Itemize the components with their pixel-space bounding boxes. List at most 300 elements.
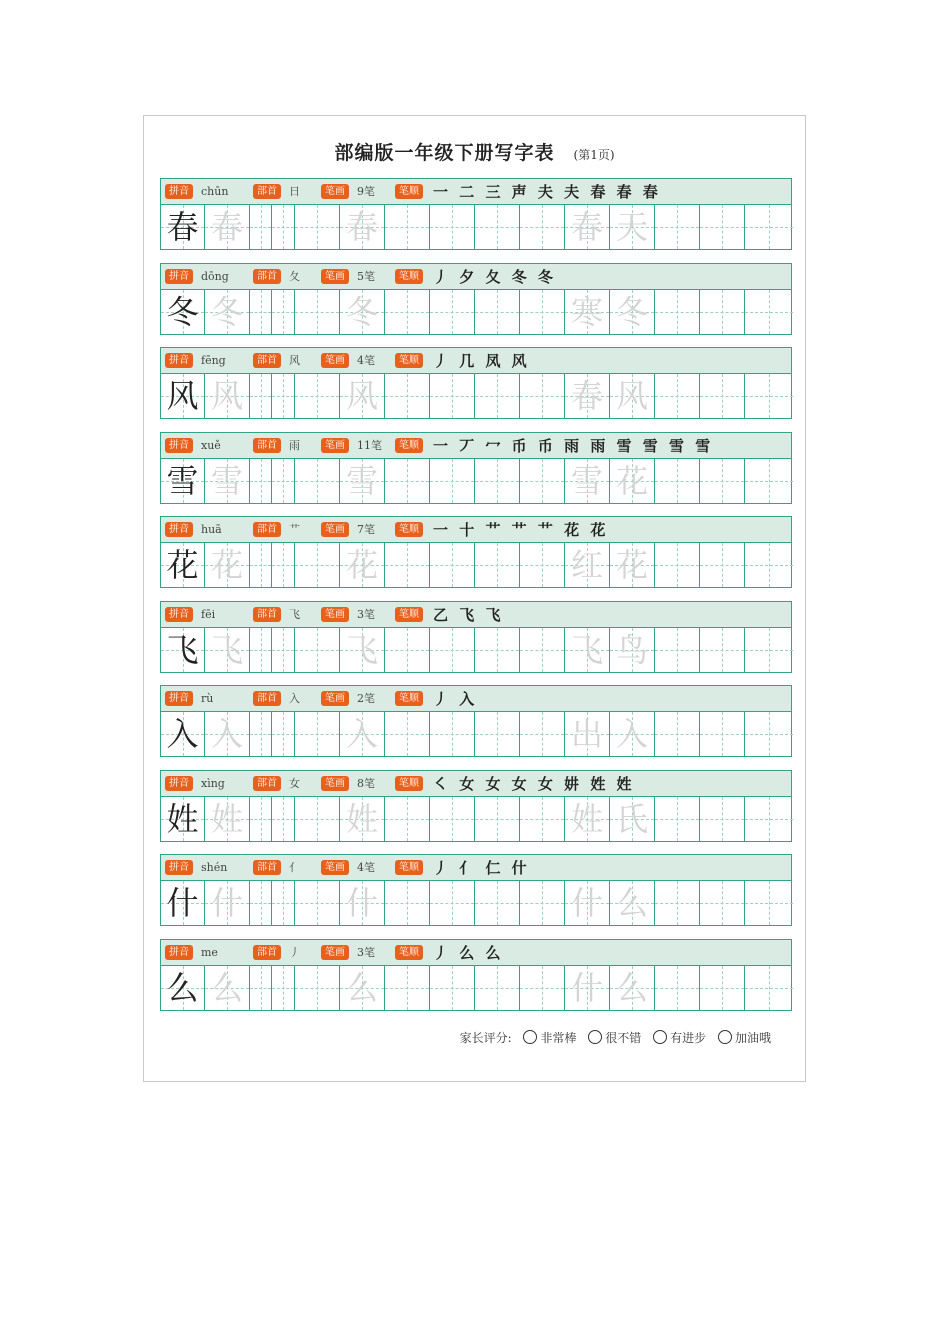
- info-bar: [160, 432, 792, 459]
- practice-cell[interactable]: [745, 797, 793, 841]
- pinyin-value: xìng: [201, 776, 225, 790]
- cell-glyph: 姓: [570, 799, 603, 838]
- trace-character[interactable]: [340, 712, 385, 756]
- trace-character[interactable]: [340, 797, 385, 841]
- practice-cell[interactable]: [655, 205, 700, 249]
- cell-glyph: 冬: [210, 292, 243, 331]
- stroke-count-value: 2笔: [357, 692, 375, 705]
- practice-cell[interactable]: [700, 374, 745, 418]
- model-character: [161, 628, 205, 672]
- radical-value: 雨: [289, 438, 300, 452]
- cell-glyph: 花: [210, 546, 243, 584]
- trace-word-1[interactable]: [565, 966, 610, 1010]
- practice-cell[interactable]: [272, 543, 295, 587]
- cell-glyph: 冬: [345, 292, 378, 331]
- radical-value: 丿: [289, 945, 300, 959]
- radical-value: 日: [289, 185, 300, 198]
- model-character: [161, 290, 205, 334]
- writing-grid: [160, 797, 792, 842]
- practice-cell[interactable]: [475, 290, 520, 334]
- character-entry: [160, 432, 792, 504]
- practice-cell[interactable]: [700, 543, 745, 587]
- practice-cell[interactable]: [745, 543, 793, 587]
- writing-grid: [160, 459, 792, 504]
- practice-cell[interactable]: [700, 628, 745, 672]
- practice-cell[interactable]: [700, 966, 745, 1010]
- practice-cell[interactable]: [385, 543, 430, 587]
- cell-glyph: 春: [570, 377, 603, 415]
- cell-glyph: 鸟: [615, 630, 648, 669]
- writing-grid: [160, 628, 792, 673]
- practice-cell[interactable]: [272, 712, 295, 756]
- cell-glyph: 风: [210, 377, 243, 415]
- cell-glyph: 入: [166, 715, 199, 753]
- practice-cell[interactable]: [295, 881, 340, 925]
- practice-cell[interactable]: [385, 797, 430, 841]
- trace-word-1[interactable]: [565, 374, 610, 418]
- stroke-count-value: 7笔: [357, 523, 375, 536]
- trace-word-2[interactable]: [610, 628, 655, 672]
- practice-cell[interactable]: [475, 205, 520, 249]
- stroke-order-badge: 笔顺: [395, 691, 423, 706]
- stroke-order: 一 二 三 声 夫 夫 春 春 春: [433, 183, 661, 201]
- character-entry: [160, 601, 792, 673]
- writing-grid: [160, 966, 792, 1011]
- rating-option: 有进步: [670, 1031, 707, 1045]
- practice-cell[interactable]: [295, 374, 340, 418]
- cell-glyph: 雪: [166, 461, 199, 500]
- stroke-order: 丿 几 凤 风: [433, 352, 530, 370]
- character-entry: [160, 685, 792, 757]
- cell-glyph: 么: [345, 968, 378, 1007]
- practice-cell[interactable]: [430, 290, 475, 334]
- trace-character[interactable]: [205, 628, 250, 672]
- practice-cell[interactable]: [745, 205, 793, 249]
- cell-glyph: 出: [570, 715, 603, 753]
- practice-cell[interactable]: [655, 290, 700, 334]
- stroke-count-badge: 笔画: [321, 860, 349, 875]
- info-bar: [160, 178, 792, 205]
- practice-cell[interactable]: [430, 628, 475, 672]
- trace-word-2[interactable]: [610, 712, 655, 756]
- practice-cell[interactable]: [295, 797, 340, 841]
- practice-cell[interactable]: [250, 966, 272, 1010]
- practice-cell[interactable]: [250, 459, 272, 503]
- practice-cell[interactable]: [385, 881, 430, 925]
- radical-badge: 部首: [253, 184, 281, 199]
- practice-cell[interactable]: [272, 459, 295, 503]
- practice-cell[interactable]: [295, 290, 340, 334]
- trace-character[interactable]: [205, 459, 250, 503]
- model-character: [161, 712, 205, 756]
- practice-cell[interactable]: [520, 712, 565, 756]
- practice-cell[interactable]: [520, 459, 565, 503]
- practice-cell[interactable]: [520, 966, 565, 1010]
- model-character: [161, 543, 205, 587]
- cell-glyph: 春: [345, 208, 378, 246]
- practice-cell[interactable]: [745, 374, 793, 418]
- trace-word-2[interactable]: [610, 290, 655, 334]
- practice-cell[interactable]: [475, 966, 520, 1010]
- practice-cell[interactable]: [385, 712, 430, 756]
- practice-cell[interactable]: [700, 712, 745, 756]
- practice-cell[interactable]: [385, 628, 430, 672]
- cell-glyph: 春: [210, 208, 243, 246]
- pinyin-badge: 拼音: [165, 860, 193, 875]
- practice-cell[interactable]: [520, 205, 565, 249]
- cell-glyph: 雪: [570, 461, 603, 500]
- practice-cell[interactable]: [385, 374, 430, 418]
- practice-cell[interactable]: [272, 966, 295, 1010]
- cell-glyph: 冬: [615, 292, 648, 331]
- cell-glyph: 冬: [166, 292, 199, 331]
- cell-glyph: 入: [210, 715, 243, 753]
- trace-character[interactable]: [205, 543, 250, 587]
- trace-character[interactable]: [205, 797, 250, 841]
- trace-word-2[interactable]: [610, 797, 655, 841]
- practice-cell[interactable]: [655, 374, 700, 418]
- cell-glyph: 入: [345, 715, 378, 753]
- practice-cell[interactable]: [295, 205, 340, 249]
- model-character: [161, 966, 205, 1010]
- practice-cell[interactable]: [385, 290, 430, 334]
- radical-value: 风: [289, 354, 300, 367]
- stroke-count-value: 11笔: [357, 438, 382, 452]
- character-entry: [160, 178, 792, 250]
- pinyin-badge: 拼音: [165, 522, 193, 537]
- practice-cell[interactable]: [745, 712, 793, 756]
- writing-grid: [160, 205, 792, 250]
- writing-grid: [160, 712, 792, 757]
- stroke-count-value: 3笔: [357, 607, 375, 621]
- cell-glyph: 花: [345, 546, 378, 584]
- cell-glyph: 花: [615, 546, 648, 584]
- pinyin-badge: 拼音: [165, 269, 193, 284]
- practice-cell[interactable]: [520, 628, 565, 672]
- parent-rating: [460, 1029, 771, 1046]
- practice-cell[interactable]: [250, 712, 272, 756]
- stroke-count-badge: 笔画: [321, 353, 349, 368]
- pinyin-badge: 拼音: [165, 945, 193, 960]
- stroke-order: 丿 入: [433, 690, 478, 708]
- trace-character[interactable]: [205, 712, 250, 756]
- pinyin-badge: 拼音: [165, 184, 193, 199]
- cell-glyph: 什: [345, 884, 378, 922]
- stroke-count-value: 4笔: [357, 861, 375, 874]
- stroke-count-value: 4笔: [357, 354, 375, 367]
- practice-cell[interactable]: [295, 459, 340, 503]
- practice-cell[interactable]: [745, 459, 793, 503]
- trace-word-2[interactable]: [610, 543, 655, 587]
- character-entry: [160, 854, 792, 926]
- practice-cell[interactable]: [475, 543, 520, 587]
- practice-cell[interactable]: [430, 543, 475, 587]
- cell-glyph: 飞: [210, 630, 243, 669]
- stroke-order-badge: 笔顺: [395, 860, 423, 875]
- practice-cell[interactable]: [430, 374, 475, 418]
- practice-cell[interactable]: [272, 205, 295, 249]
- practice-cell[interactable]: [250, 205, 272, 249]
- practice-cell[interactable]: [475, 628, 520, 672]
- trace-character[interactable]: [340, 374, 385, 418]
- practice-cell[interactable]: [250, 628, 272, 672]
- pinyin-badge: 拼音: [165, 691, 193, 706]
- practice-cell[interactable]: [520, 543, 565, 587]
- rating-radio-1[interactable]: [523, 1030, 537, 1044]
- practice-cell[interactable]: [430, 712, 475, 756]
- info-bar: [160, 516, 792, 543]
- trace-word-1[interactable]: [565, 628, 610, 672]
- cell-glyph: 么: [615, 968, 648, 1007]
- stroke-order-badge: 笔顺: [395, 776, 423, 791]
- practice-cell[interactable]: [295, 543, 340, 587]
- trace-character[interactable]: [340, 290, 385, 334]
- cell-glyph: 姓: [345, 799, 378, 838]
- trace-word-2[interactable]: [610, 881, 655, 925]
- practice-cell[interactable]: [520, 881, 565, 925]
- character-entry: [160, 770, 792, 842]
- trace-word-2[interactable]: [610, 374, 655, 418]
- practice-cell[interactable]: [295, 966, 340, 1010]
- practice-cell[interactable]: [295, 628, 340, 672]
- practice-cell[interactable]: [745, 290, 793, 334]
- practice-cell[interactable]: [655, 881, 700, 925]
- character-entry: [160, 263, 792, 335]
- rating-radio-2[interactable]: [588, 1030, 602, 1044]
- practice-cell[interactable]: [385, 205, 430, 249]
- practice-cell[interactable]: [475, 459, 520, 503]
- radical-badge: 部首: [253, 860, 281, 875]
- practice-cell[interactable]: [385, 966, 430, 1010]
- stroke-order-badge: 笔顺: [395, 607, 423, 622]
- cell-glyph: 飞: [345, 630, 378, 669]
- radical-value: 女: [289, 776, 300, 790]
- practice-cell[interactable]: [272, 628, 295, 672]
- trace-word-1[interactable]: [565, 205, 610, 249]
- practice-cell[interactable]: [475, 797, 520, 841]
- writing-grid: [160, 290, 792, 335]
- cell-glyph: 风: [615, 377, 648, 415]
- trace-character[interactable]: [205, 374, 250, 418]
- practice-cell[interactable]: [272, 374, 295, 418]
- stroke-count-badge: 笔画: [321, 269, 349, 284]
- cell-glyph: 风: [345, 377, 378, 415]
- practice-cell[interactable]: [700, 205, 745, 249]
- stroke-count-badge: 笔画: [321, 607, 349, 622]
- rating-radio-3[interactable]: [653, 1030, 667, 1044]
- trace-word-2[interactable]: [610, 966, 655, 1010]
- practice-cell[interactable]: [430, 881, 475, 925]
- info-bar: [160, 347, 792, 374]
- practice-cell[interactable]: [475, 881, 520, 925]
- practice-cell[interactable]: [250, 543, 272, 587]
- practice-cell[interactable]: [655, 459, 700, 503]
- trace-word-2[interactable]: [610, 459, 655, 503]
- radical-badge: 部首: [253, 353, 281, 368]
- radical-badge: 部首: [253, 522, 281, 537]
- pinyin-value: me: [201, 945, 218, 959]
- stroke-order: 一 丆 冖 币 币 雨 雨 雪 雪 雪 雪: [433, 436, 714, 455]
- trace-character[interactable]: [340, 628, 385, 672]
- writing-grid: [160, 543, 792, 588]
- radical-value: 入: [289, 692, 300, 705]
- pinyin-badge: 拼音: [165, 776, 193, 791]
- info-bar: [160, 601, 792, 628]
- rating-option: 非常棒: [540, 1031, 577, 1045]
- stroke-order: 丿 亻 仁 什: [433, 859, 530, 877]
- trace-character[interactable]: [340, 459, 385, 503]
- radical-value: 飞: [289, 607, 300, 621]
- practice-cell[interactable]: [655, 543, 700, 587]
- pinyin-value: dōng: [201, 269, 229, 283]
- trace-character[interactable]: [340, 881, 385, 925]
- model-character: [161, 374, 205, 418]
- trace-word-1[interactable]: [565, 797, 610, 841]
- radical-badge: 部首: [253, 691, 281, 706]
- cell-glyph: 风: [166, 377, 199, 415]
- info-bar: [160, 939, 792, 966]
- cell-glyph: 花: [615, 461, 648, 500]
- stroke-count-badge: 笔画: [321, 945, 349, 960]
- practice-cell[interactable]: [250, 797, 272, 841]
- radical-badge: 部首: [253, 438, 281, 453]
- pinyin-value: shén: [201, 861, 228, 874]
- trace-character[interactable]: [340, 543, 385, 587]
- trace-word-1[interactable]: [565, 543, 610, 587]
- trace-word-1[interactable]: [565, 881, 610, 925]
- pinyin-value: rù: [201, 692, 214, 705]
- writing-grid: [160, 374, 792, 419]
- cell-glyph: 雪: [210, 461, 243, 500]
- practice-cell[interactable]: [745, 628, 793, 672]
- practice-cell[interactable]: [520, 374, 565, 418]
- practice-cell[interactable]: [272, 290, 295, 334]
- practice-cell[interactable]: [385, 459, 430, 503]
- pinyin-badge: 拼音: [165, 353, 193, 368]
- cell-glyph: 花: [166, 546, 199, 584]
- cell-glyph: 姓: [166, 799, 199, 838]
- character-entry: [160, 939, 792, 1011]
- practice-cell[interactable]: [700, 881, 745, 925]
- practice-cell[interactable]: [745, 881, 793, 925]
- stroke-count-badge: 笔画: [321, 776, 349, 791]
- practice-cell[interactable]: [745, 966, 793, 1010]
- info-bar: [160, 685, 792, 712]
- practice-cell[interactable]: [475, 712, 520, 756]
- radical-value: 亻: [289, 861, 300, 874]
- trace-character[interactable]: [205, 966, 250, 1010]
- pinyin-badge: 拼音: [165, 438, 193, 453]
- trace-character[interactable]: [340, 205, 385, 249]
- rating-option: 很不错: [605, 1031, 642, 1045]
- trace-character[interactable]: [205, 290, 250, 334]
- stroke-order: 一 十 艹 艹 艹 花 花: [433, 521, 609, 539]
- radical-value: 艹: [289, 523, 300, 536]
- pinyin-value: fēi: [201, 607, 216, 621]
- stroke-order-badge: 笔顺: [395, 184, 423, 199]
- cell-glyph: 飞: [166, 630, 199, 669]
- stroke-order: 丿 夕 夂 冬 冬: [433, 267, 556, 286]
- cell-glyph: 氏: [615, 799, 648, 838]
- practice-cell[interactable]: [520, 797, 565, 841]
- stroke-order-badge: 笔顺: [395, 438, 423, 453]
- stroke-order-badge: 笔顺: [395, 945, 423, 960]
- model-character: [161, 459, 205, 503]
- trace-word-1[interactable]: [565, 459, 610, 503]
- practice-cell[interactable]: [655, 712, 700, 756]
- practice-cell[interactable]: [430, 966, 475, 1010]
- practice-cell[interactable]: [430, 205, 475, 249]
- cell-glyph: 什: [570, 968, 603, 1007]
- cell-glyph: 春: [166, 208, 199, 246]
- practice-cell[interactable]: [272, 797, 295, 841]
- info-bar: [160, 854, 792, 881]
- trace-word-2[interactable]: [610, 205, 655, 249]
- writing-grid: [160, 881, 792, 926]
- radical-badge: 部首: [253, 607, 281, 622]
- stroke-count-value: 8笔: [357, 776, 375, 790]
- stroke-order-badge: 笔顺: [395, 269, 423, 284]
- practice-cell[interactable]: [655, 797, 700, 841]
- practice-cell[interactable]: [250, 374, 272, 418]
- cell-glyph: 什: [210, 884, 243, 922]
- info-bar: [160, 770, 792, 797]
- cell-glyph: 么: [615, 884, 648, 922]
- practice-cell[interactable]: [295, 712, 340, 756]
- radical-value: 夂: [289, 269, 300, 283]
- practice-cell[interactable]: [430, 797, 475, 841]
- cell-glyph: 么: [166, 968, 199, 1007]
- page-number: (第1页): [573, 148, 615, 162]
- practice-cell[interactable]: [250, 290, 272, 334]
- cell-glyph: 红: [570, 546, 603, 584]
- practice-cell[interactable]: [700, 797, 745, 841]
- trace-word-1[interactable]: [565, 712, 610, 756]
- stroke-count-value: 5笔: [357, 269, 375, 283]
- model-character: [161, 797, 205, 841]
- cell-glyph: 什: [166, 884, 199, 922]
- rating-radio-4[interactable]: [718, 1030, 732, 1044]
- stroke-order-badge: 笔顺: [395, 353, 423, 368]
- practice-cell[interactable]: [475, 374, 520, 418]
- practice-cell[interactable]: [520, 290, 565, 334]
- trace-character[interactable]: [205, 205, 250, 249]
- model-character: [161, 881, 205, 925]
- practice-cell[interactable]: [655, 628, 700, 672]
- trace-word-1[interactable]: [565, 290, 610, 334]
- rating-option: 加油哦: [734, 1031, 771, 1045]
- practice-cell[interactable]: [430, 459, 475, 503]
- cell-glyph: 天: [615, 208, 648, 246]
- practice-cell[interactable]: [655, 966, 700, 1010]
- title-row: [144, 138, 805, 165]
- stroke-order: ㇛ 女 女 女 女 妌 姓 姓: [433, 774, 635, 793]
- cell-glyph: 什: [570, 884, 603, 922]
- stroke-count-badge: 笔画: [321, 691, 349, 706]
- model-character: [161, 205, 205, 249]
- trace-character[interactable]: [340, 966, 385, 1010]
- practice-cell[interactable]: [700, 459, 745, 503]
- cell-glyph: 么: [210, 968, 243, 1007]
- cell-glyph: 春: [570, 208, 603, 246]
- stroke-count-value: 9笔: [357, 185, 375, 198]
- pinyin-value: xuě: [201, 438, 221, 452]
- practice-cell[interactable]: [700, 290, 745, 334]
- cell-glyph: 飞: [570, 630, 603, 669]
- trace-character[interactable]: [205, 881, 250, 925]
- practice-cell[interactable]: [250, 881, 272, 925]
- practice-cell[interactable]: [272, 881, 295, 925]
